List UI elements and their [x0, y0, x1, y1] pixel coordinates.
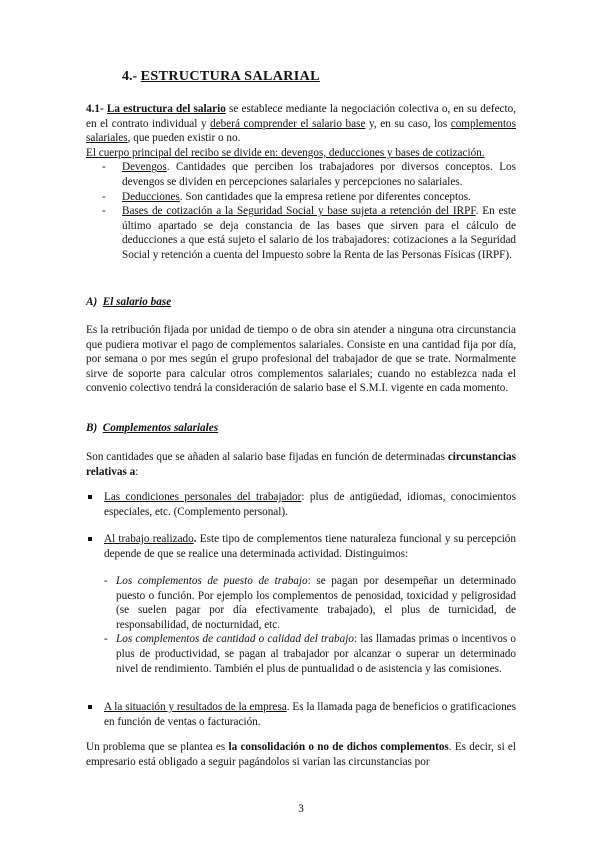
intro-text-1: se establece mediante la negociación colectiva o, en su defecto, en el contrato individual y — [86, 103, 517, 130]
list-item — [86, 532, 516, 561]
intro-text: Son cantidades que se añaden al salario base fijadas en función de determinadas — [86, 451, 448, 463]
closing-bold: la consolidación o no de dichos complementos — [228, 741, 449, 753]
closing-text-2: . Es decir, si el empresario está obligado a seguir pagándolos si varían las circunstancias por — [86, 741, 517, 768]
intro-text-4: complementos salariales — [86, 117, 516, 145]
sub-text: : se pagan por desempeñar un determinado puesto o función. Por ejemplo los complementos de penosidad, toxicidad y peligrosidad (se suelen pagar por día efectivamente trabajado), el plus de turnicidad, de responsabilidad, de nocturnidad, etc. — [116, 575, 516, 631]
bullet-square — [88, 495, 92, 499]
intro-number: 4.1- — [86, 103, 104, 115]
dash-marker: - — [104, 575, 108, 587]
list-item — [86, 574, 516, 632]
title-number: 4.- — [122, 69, 138, 84]
section-a-title: El salario base — [102, 296, 172, 308]
item-term: Deducciones — [122, 190, 180, 203]
page-number: 3 — [298, 803, 304, 815]
item-text: . En este último apartado se deja constancia de las bases que sirven para el cálculo de deducciones a que está sujeto el salario de los trabajadores: cotizaciones a la Seguridad Social y retención a cuenta del Impuesto sobre la Renta de las Personas Físicas (IRPF). — [122, 205, 516, 261]
bullet-term: A la situación y resultados de la empresa — [104, 701, 287, 713]
bullet-list — [86, 532, 516, 561]
bullet-dot: . — [193, 533, 197, 545]
intro-paragraph — [86, 102, 516, 146]
intro-colon: : — [135, 465, 139, 478]
section-a-paragraph: Es la retribución fijada por unidad de tiempo o de obra sin atender a ninguna otra circunstancia que pudiera motivar el pago de complementos salariales. Consiste en una cantidad fija por día, por semana o por mes según el grupo profesional del trabajador de que se trate. Normalmente sirve de soporte para calcular otros complementos salariales; cuando no establezca nada el convenio colectivo tendrá la consideración de salario base el S.M.I. vigente en cada momento. — [86, 324, 516, 395]
item-term: Bases de cotización a la Seguridad Social y base sujeta a retención del IRPF — [122, 205, 476, 218]
intro-term: La estructura del salario — [106, 103, 226, 115]
list-item — [86, 204, 516, 262]
sub-term: Los complementos de puesto de trabajo — [116, 575, 308, 587]
list-item — [86, 190, 516, 205]
intro-text-2: deberá comprender el salario base — [210, 117, 366, 130]
bullet-term: Las condiciones personales del trabajador — [104, 491, 302, 503]
list-item — [86, 700, 516, 729]
sub-term: Los complementos de cantidad o calidad del trabajo — [116, 633, 354, 646]
intro-block — [86, 102, 516, 263]
bullet-term: Al trabajo realizado — [104, 533, 194, 545]
bullet-text: . Es la llamada paga de beneficios o gratificaciones en función de ventas o facturación. — [104, 701, 516, 728]
bullet-square — [88, 705, 92, 709]
sub-text: : las llamadas primas o incentivos o plus de productividad, se pagan al trabajador por alcanzar o superar un determinado nivel de rendimiento. También el plus de puntualidad o de asistencia y las comisiones. — [116, 633, 516, 675]
bullet-1-block — [86, 490, 516, 519]
section-b-intro — [86, 450, 516, 479]
closing-paragraph — [86, 740, 516, 769]
receipt-parts-list — [86, 160, 516, 262]
section-b-label: B) — [86, 422, 98, 434]
intro-bold: circunstancias relativas a — [86, 451, 516, 478]
item-text: . Cantidades que perciben los trabajadores por diversos conceptos. Los devengos se dividen en percepciones salariales y percepciones no salariales. — [122, 161, 516, 188]
bullet-square — [88, 537, 92, 541]
section-a-heading — [86, 295, 516, 310]
intro-text-5: , que pueden existir o no. — [127, 132, 241, 145]
bullet-list — [86, 700, 516, 729]
dash-marker: - — [102, 205, 106, 218]
list-item — [86, 160, 516, 189]
bullet-3-block — [86, 700, 516, 729]
list-item — [86, 632, 516, 676]
intro-text-3: y, en su caso, los — [365, 117, 451, 130]
sub-list — [86, 574, 516, 676]
list-item — [86, 490, 516, 519]
bullet-list — [86, 490, 516, 519]
section-b-heading — [86, 421, 516, 436]
bullet-2-block — [86, 532, 516, 561]
closing-block — [86, 740, 516, 769]
section-b-intro-paragraph — [86, 450, 516, 479]
section-a-label: A) — [86, 296, 98, 308]
section-b-title: Complementos salariales — [102, 422, 219, 434]
section-title — [122, 70, 320, 85]
bullet-text: : plus de antigüedad, idiomas, conocimientos especiales, etc. (Complemento personal). — [104, 491, 516, 518]
section-a-body — [86, 323, 516, 396]
closing-text-1: Un problema que se plantea es — [86, 741, 229, 753]
item-text: . Son cantidades que la empresa retiene por diferentes conceptos. — [179, 190, 471, 203]
bullet-text: Este tipo de complementos tiene naturaleza funcional y su percepción depende de que se realice una determinada actividad. Distinguimos: — [104, 533, 516, 560]
sub-list-block — [86, 574, 516, 676]
dash-marker: - — [102, 190, 106, 203]
item-term: Devengos — [122, 161, 167, 174]
title-text: ESTRUCTURA SALARIAL — [140, 69, 320, 84]
cuerpo-paragraph: El cuerpo principal del recibo se divide en: devengos, deducciones y bases de cotización. — [86, 146, 485, 159]
dash-marker: - — [102, 161, 106, 174]
dash-marker: - — [104, 633, 108, 646]
